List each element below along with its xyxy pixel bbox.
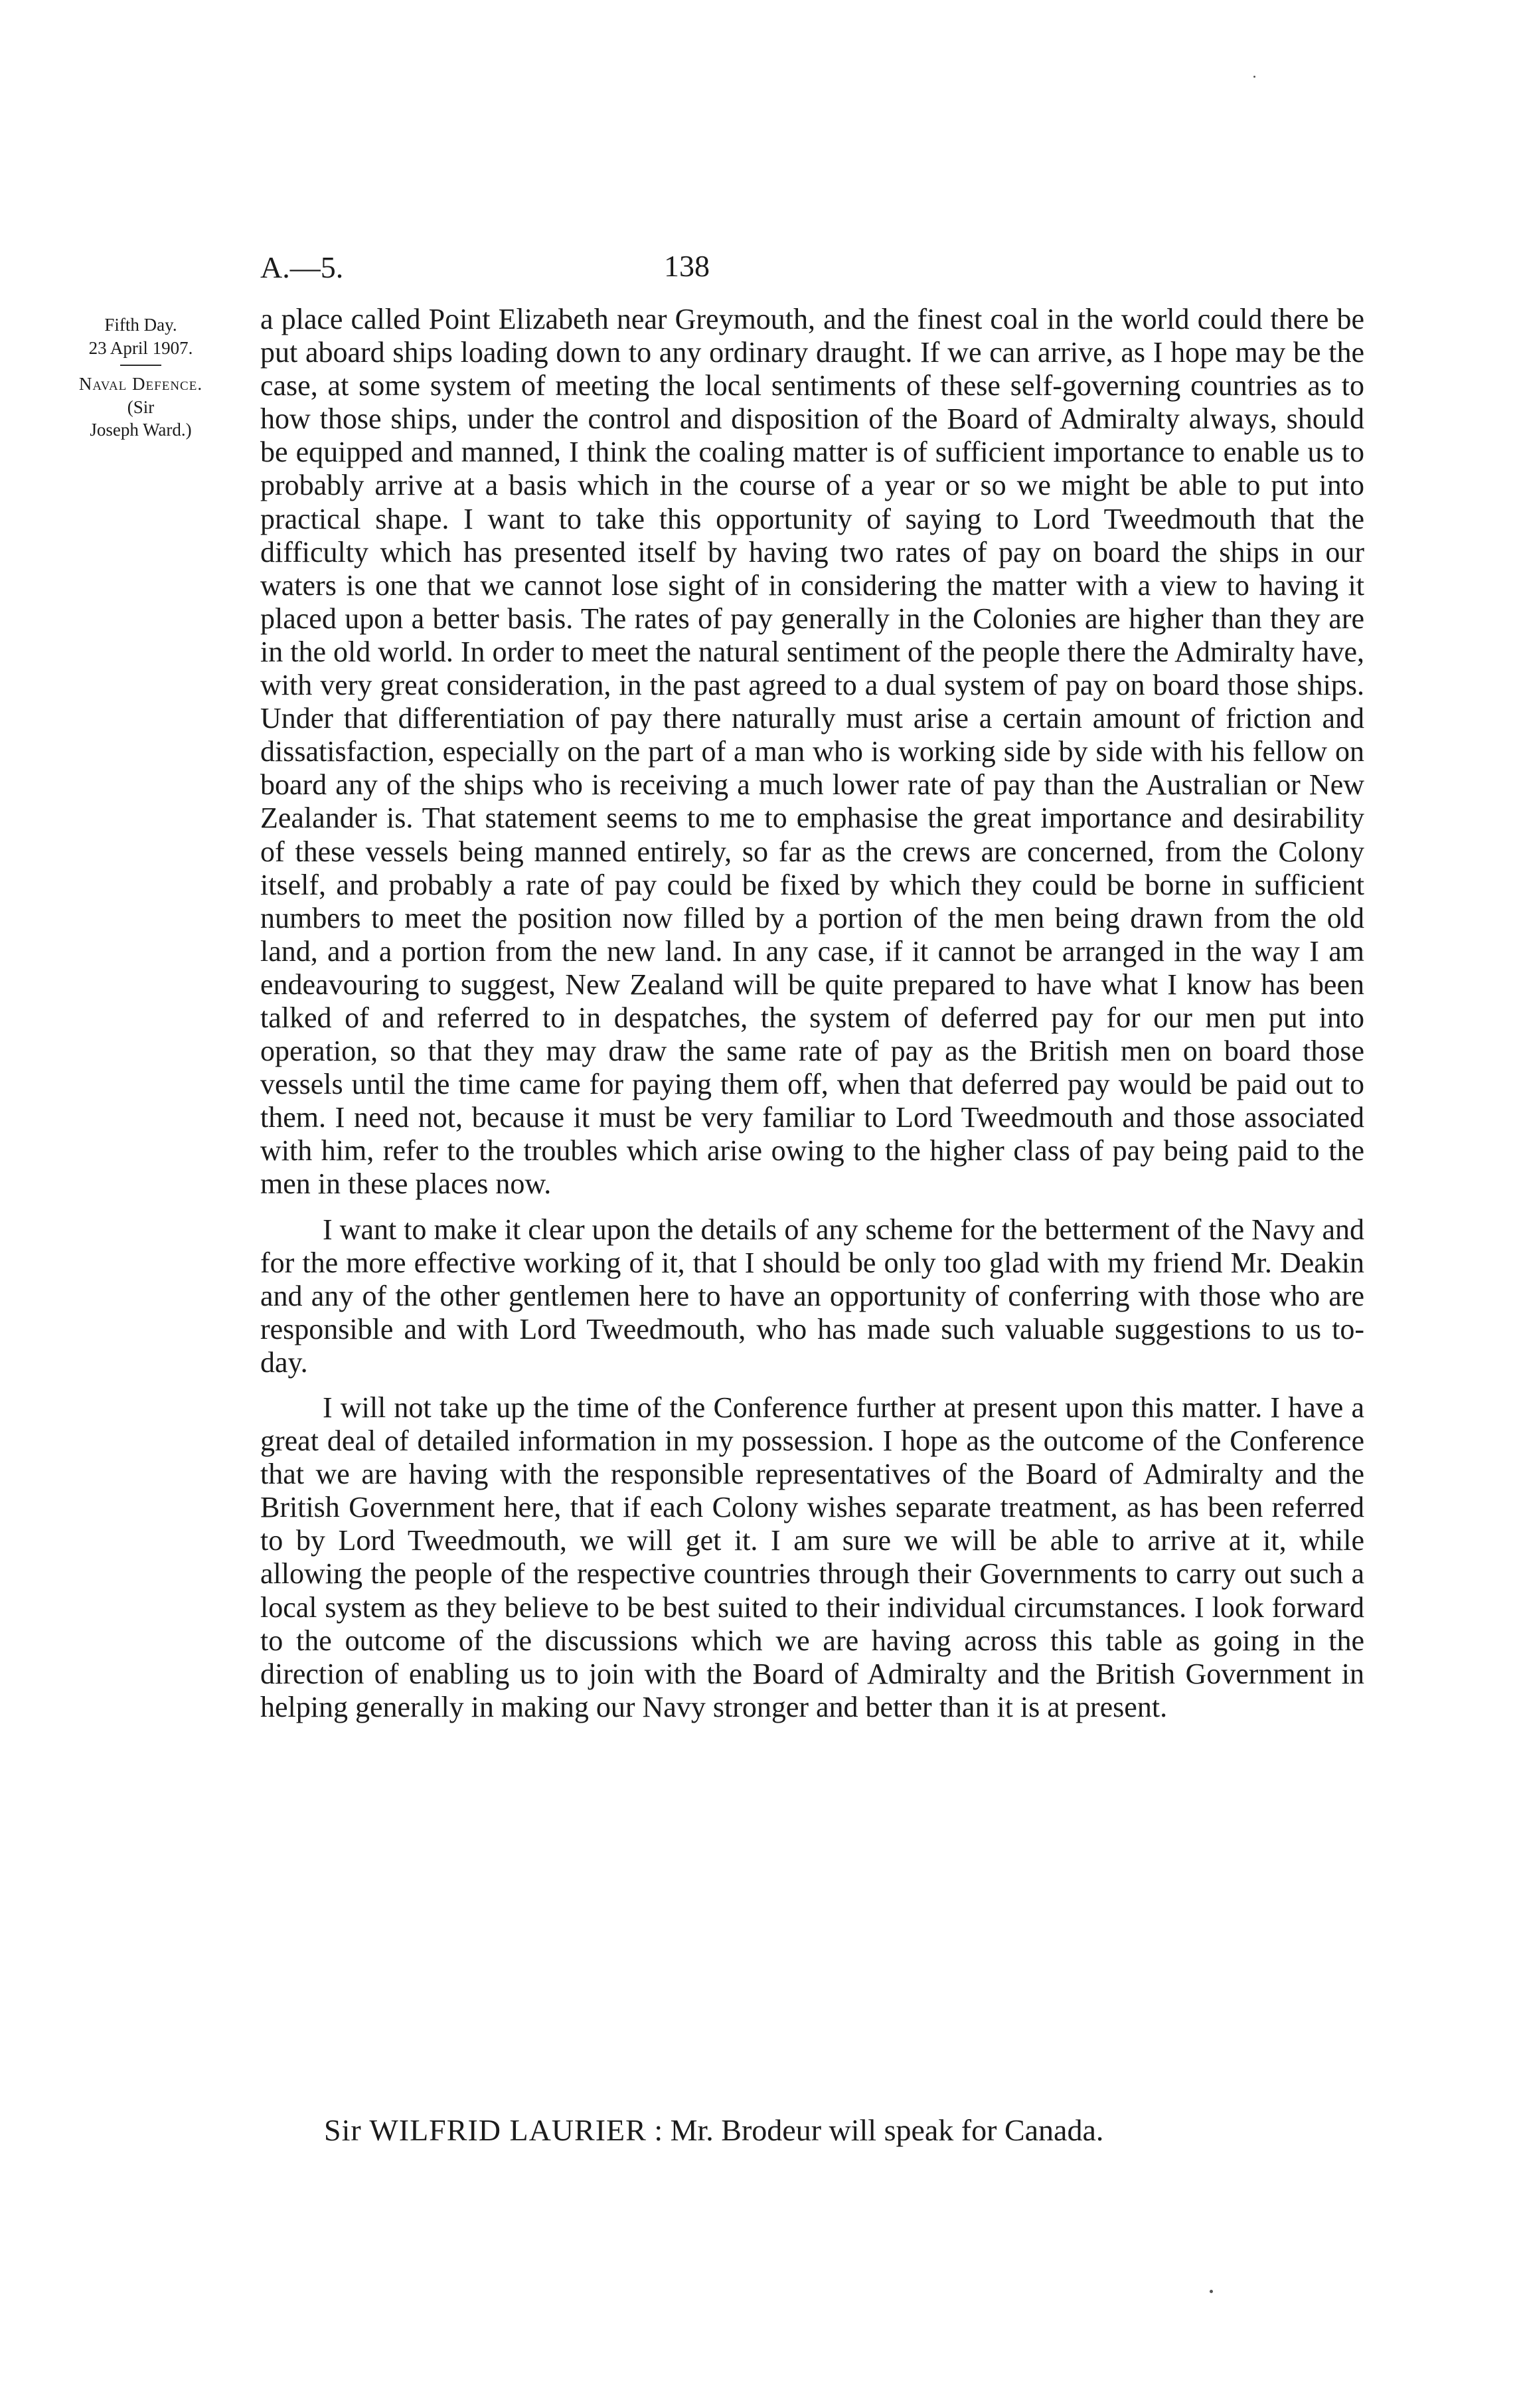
scan-speck: [1253, 76, 1255, 78]
margin-notes: [41, 313, 240, 442]
paragraph-2: I want to make it clear upon the details of any scheme for the betterment of the Navy and for the more effective working of it, that I should be only too glad with my friend Mr. Deakin and any of the other gentlemen here to have an opportunity of conferring with those who are responsible and with Lord Tweedmouth, who has made such valuable suggestions to us to-day.: [260, 1213, 1364, 1379]
paragraph-1: a place called Point Elizabeth near Greymouth, and the finest coal in the world could there be put aboard ships loading down to any ordinary draught. If we can arrive, as I hope may be the case, at some system of meeting the local sentiments of these self-governing countries as to how those ships, under the control and disposition of the Board of Admiralty always, should be equipped and manned, I think the coaling matter is of sufficient importance to enable us to probably arrive at a basis which in the course of a year or so we might be able to put into practical shape. I want to take this opportunity of saying to Lord Tweedmouth that the difficulty which has presented itself by having two rates of pay on board the ships in our waters is one that we cannot lose sight of in considering the matter with a view to having it placed upon a better basis. The rates of pay generally in the Colonies are higher than they are in the old world. In order to meet the natural sentiment of the people there the Admiralty have, with very great consideration, in the past agreed to a dual system of pay on board those ships. Under that differentiation of pay there naturally must arise a certain amount of friction and dissatisfaction, especially on the part of a man who is working side by side with his fellow on board any of the ships who is receiving a much lower rate of pay than the Australian or New Zealander is. That statement seems to me to emphasise the great importance and desirability of these vessels being manned entirely, so far as the crews are concerned, from the Colony itself, and probably a rate of pay could be fixed by which they could be borne in sufficient numbers to meet the position now filled by a portion of the men being drawn from the old land, and a portion from the new land. In any case, if it cannot be arranged in the way I am endeavouring to suggest, New Zealand will be quite prepared to have what I know has been talked of and referred to in despatches, the system of deferred pay for our men put into operation, so that they may draw the same rate of pay as the British men on board those vessels until the time came for paying them off, when that deferred pay would be paid out to them. I need not, because it must be very familiar to Lord Tweedmouth and those associated with him, refer to the troubles which arise owing to the higher class of pay being paid to the men in these places now.: [260, 303, 1364, 1201]
scan-speck: [1210, 2290, 1213, 2293]
speech-body: [260, 303, 1364, 1724]
closing-line: [324, 2112, 1103, 2148]
margin-day: Fifth Day.: [104, 315, 177, 335]
margin-speaker-prefix: (Sir: [127, 396, 155, 417]
closing-statement: Mr. Brodeur will speak for Canada.: [670, 2113, 1104, 2147]
margin-date: 23 April 1907.: [88, 337, 193, 358]
document-reference: A.—5.: [260, 250, 344, 284]
paragraph-3: I will not take up the time of the Conference further at present upon this matter. I have a great deal of detailed information in my possession. I hope as the outcome of the Conference that we are having with the responsible representatives of the Board of Admiralty and the British Government here, that if each Colony wishes separate treatment, as has been referred to by Lord Tweedmouth, we will get it. I am sure we will be able to arrive at it, while allowing the people of the respective countries through their Governments to carry out such a local system as they believe to be best suited to their individual circumstances. I look forward to the outcome of the discussions which we are having across this table as going in the direction of enabling us to join with the Board of Admiralty and the British Government in helping generally in making our Navy stronger and better than it is at present.: [260, 1391, 1364, 1723]
page-number: 138: [664, 249, 710, 283]
closing-separator: :: [654, 2113, 663, 2147]
margin-speaker-name: Joseph Ward.): [90, 420, 192, 440]
margin-divider: [120, 365, 161, 366]
closing-speaker: Sir WILFRID LAURIER: [324, 2113, 647, 2147]
margin-subject: Naval Defence.: [78, 374, 203, 394]
